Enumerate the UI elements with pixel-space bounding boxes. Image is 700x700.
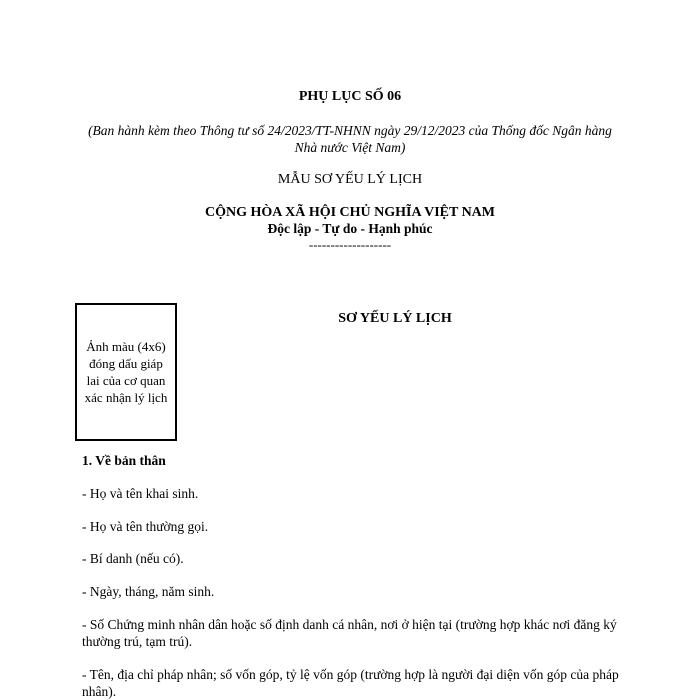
- national-title: CỘNG HÒA XÃ HỘI CHỦ NGHĨA VIỆT NAM: [204, 205, 495, 220]
- list-item-id-number: - Số Chứng minh nhân dân hoặc số định danh cá nhân, nơi ở hiện tại (trường hợp khác nơi đăng ký thường trú, tạm trú).: [82, 617, 617, 649]
- list-item-legal-entity: - Tên, địa chỉ pháp nhân; số vốn góp, tỷ lệ vốn góp (trường hợp là người đại diện vốn góp của pháp nhân).: [82, 667, 619, 699]
- list-item-birth-name: - Họ và tên khai sinh.: [82, 486, 199, 501]
- appendix-title: PHỤ LỤC SỐ 06: [298, 89, 402, 104]
- header-divider: -------------------: [308, 237, 392, 252]
- list-item-alias: - Bí danh (nếu có).: [82, 551, 184, 566]
- form-name: MẪU SƠ YẾU LÝ LỊCH: [277, 172, 423, 187]
- photo-placeholder-text: Ảnh màu (4x6) đóng dấu giáp lai của cơ quan xác nhận lý lịch: [84, 339, 168, 405]
- photo-placeholder-box: [75, 303, 177, 441]
- list-item-date-of-birth: - Ngày, tháng, năm sinh.: [82, 584, 215, 599]
- issuance-note: (Ban hành kèm theo Thông tư số 24/2023/TT-NHNN ngày 29/12/2023 của Thống đốc Ngân hàng Nhà nước Việt Nam): [88, 123, 612, 155]
- section-heading: 1. Về bản thân: [82, 453, 166, 468]
- national-motto: Độc lập - Tự do - Hạnh phúc: [267, 221, 433, 236]
- list-item-common-name: - Họ và tên thường gọi.: [82, 519, 209, 534]
- cv-title: SƠ YẾU LÝ LỊCH: [338, 311, 452, 326]
